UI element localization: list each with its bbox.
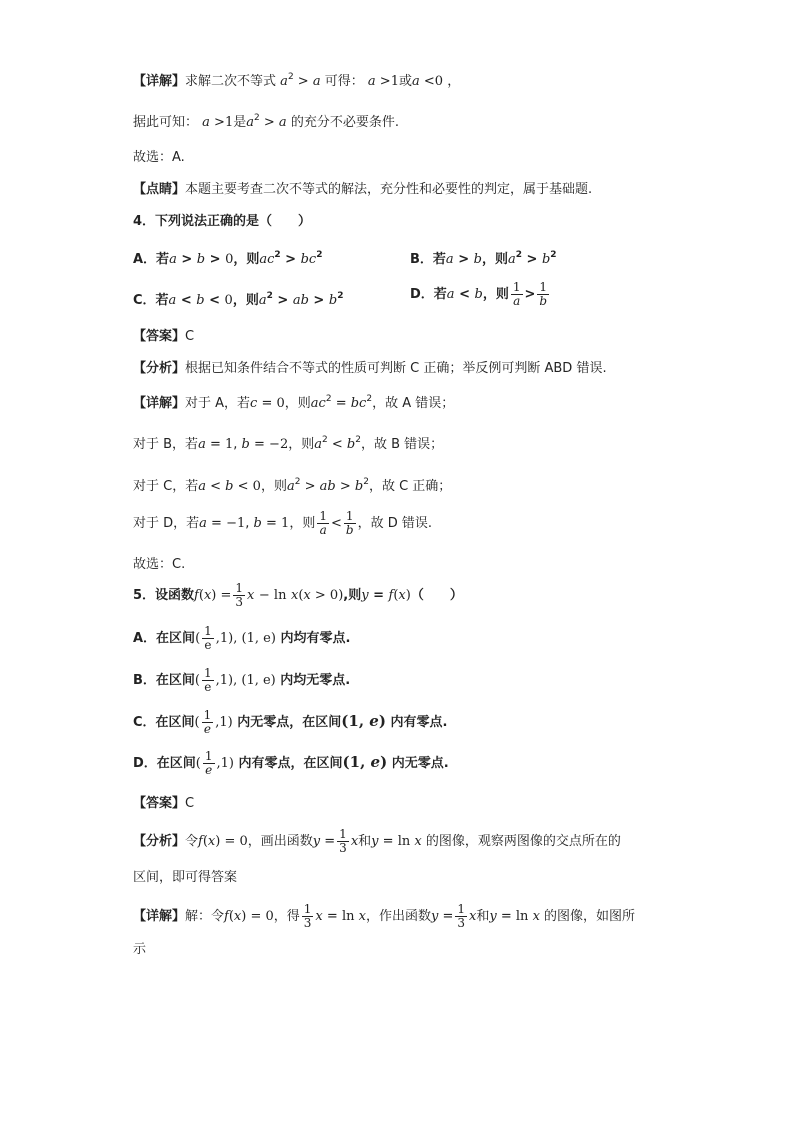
- q5-detail-cont: 示: [133, 942, 147, 957]
- q5-detail: 【详解】解：令f(x) = 0，得 $\frac{1}{3}$ x = ln x，作出函数y = $\frac{1}{3}$ x和y = ln x 的图像，如图所: [133, 902, 636, 930]
- remark-line: 【点睛】本题主要考查二次不等式的解法，充分性和必要性的判定，属于基础题.: [133, 182, 593, 197]
- remark-tag: 【点睛】: [133, 182, 186, 197]
- q5-option-a: A．在区间( $\frac{1}{e}$ ,1), (1, e) 内均有零点.: [133, 624, 351, 652]
- detail-tag: 【详解】: [133, 74, 186, 89]
- q5-option-b: B．在区间( $\frac{1}{e}$ ,1), (1, e) 内均无零点.: [133, 666, 351, 694]
- q4-detail-b: 对于 B，若a = 1, b = −2，则$a^2 < b^2$，故 B 错误；: [133, 435, 444, 452]
- q4-select: 故选：C.: [133, 557, 186, 572]
- q5-analysis: 【分析】令f(x) = 0，画出函数y = $\frac{1}{3}$ x和y = ln x 的图像，观察两图像的交点所在的: [133, 827, 621, 855]
- q4-answer: 【答案】C: [133, 329, 195, 344]
- conclusion-line: 据此可知： a >1是$a^2 > a$ 的充分不必要条件.: [133, 113, 399, 130]
- question-5-title: 5．设函数f(x) = $\frac{1}{3}$ x − ln x(x > 0),则y = f(x)（ ）: [133, 581, 463, 609]
- q5-option-c: C．在区间( $\frac{1}{e}$ ,1) 内无零点，在区间(1, e) 内有零点.: [133, 708, 448, 736]
- q4-option-a: A．若a > b > 0，则$ac^2 > bc^2$: [133, 250, 323, 267]
- q5-answer: 【答案】C: [133, 796, 195, 811]
- detail-line-1: 【详解】求解二次不等式 $a^2 > a$ 可得： a >1或a <0 ，: [133, 72, 461, 89]
- q4-analysis: 【分析】根据已知条件结合不等式的性质可判断 C 正确；举反例可判断 ABD 错误.: [133, 361, 607, 376]
- question-4-title: 4．下列说法正确的是（ ）: [133, 214, 312, 229]
- q4-option-c: C．若a < b < 0，则$a^2$ > ab > $b^2$: [133, 291, 344, 308]
- q4-option-b: B．若a > b，则$a^2 > b^2$: [410, 250, 557, 267]
- q4-detail-a: 【详解】对于 A，若c = 0，则$ac^2 = bc^2$，故 A 错误；: [133, 394, 455, 411]
- q4-detail-d: 对于 D，若a = −1, b = 1，则 $\frac{1}{a}$ < $\frac{1}{b}$ ，故 D 错误.: [133, 509, 432, 537]
- q5-option-d: D．在区间( $\frac{1}{e}$ ,1) 内有零点，在区间(1, e) 内无零点.: [133, 749, 449, 777]
- q4-option-d: D．若a < b，则 $\frac{1}{a}$ > $\frac{1}{b}$: [410, 280, 548, 308]
- q5-analysis-cont: 区间，即可得答案: [133, 870, 238, 885]
- answer-select-3: 故选：A.: [133, 150, 185, 165]
- q4-detail-c: 对于 C，若a < b < 0，则$a^2$ > ab > $b^2$，故 C 正确；: [133, 477, 452, 494]
